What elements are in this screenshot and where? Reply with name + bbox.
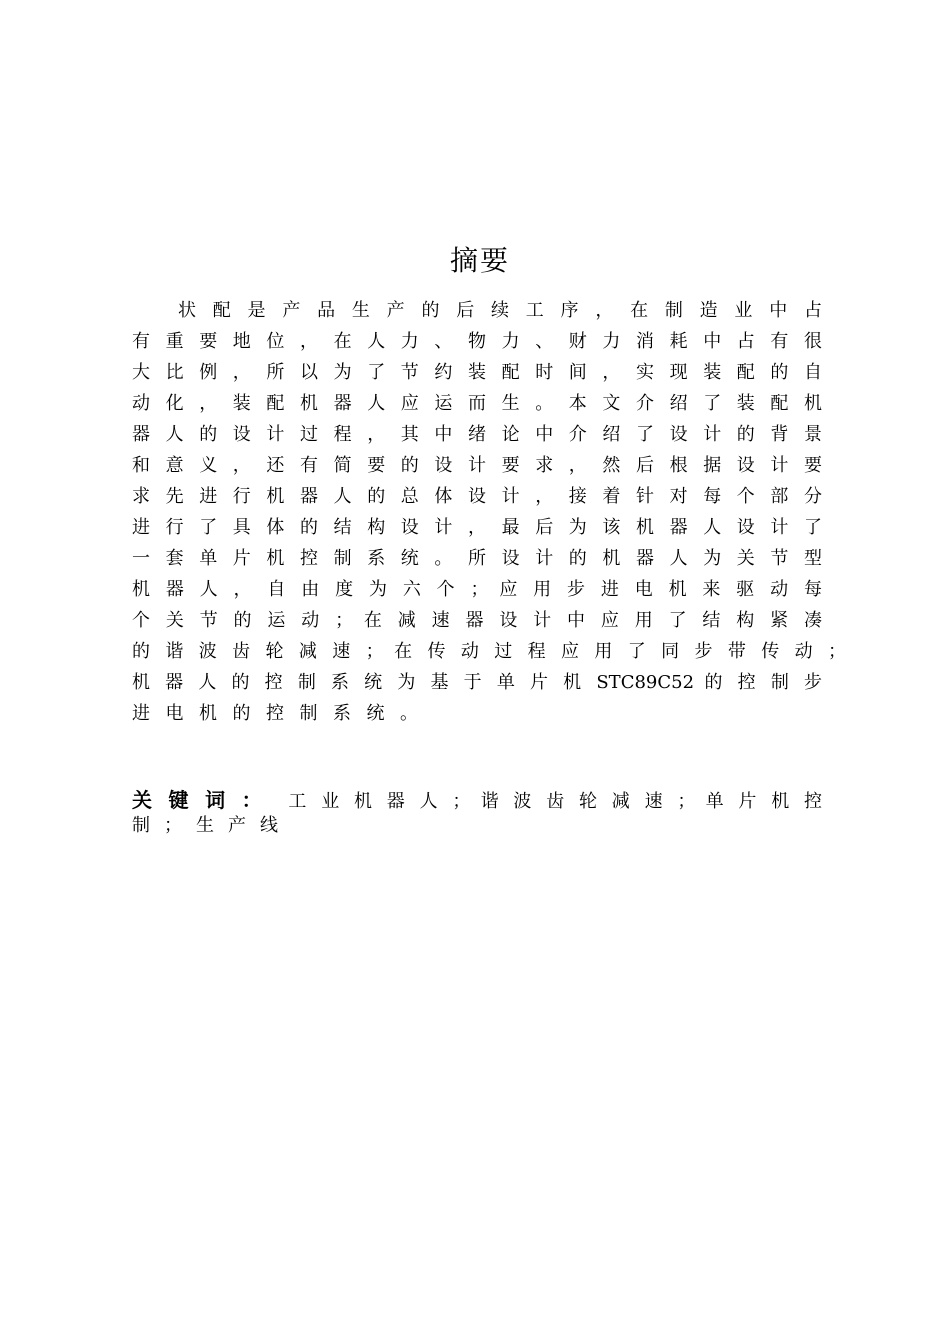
abstract-line: 进电机的控制系统。 [132,703,434,724]
abstract-line: 和 意 义 ， 还 有 简 要 的 设 计 要 求 ， 然 后 根 据 设 计 要 [132,455,822,476]
abstract-line: 求 先 进 行 机 器 人 的 总 体 设 计 ， 接 着 针 对 每 个 部 分 [132,486,822,507]
abstract-line: 器 人 的 设 计 过 程 ， 其 中 绪 论 中 介 绍 了 设 计 的 背 景 [132,424,822,445]
abstract-line: 机 器 人 的 控 制 系 统 为 基 于 单 片 机 STC89C52 的 控 制 步 [132,672,822,693]
abstract-line: 的 谐 波 齿 轮 减 速 ； 在 传 动 过 程 应 用 了 同 步 带 传 动 ； [132,641,846,662]
keywords-label: 关键词： [132,788,279,812]
keywords-text: 工 业 机 器 人 ； 谐 波 齿 轮 减 速 ； 单 片 机 控 [288,791,822,812]
abstract-line: 有 重 要 地 位 ， 在 人 力 、 物 力 、 财 力 消 耗 中 占 有 很 [132,331,822,352]
abstract-line: 动 化 ， 装 配 机 器 人 应 运 而 生 。 本 文 介 绍 了 装 配 机 [132,393,822,414]
abstract-line: 个 关 节 的 运 动 ； 在 减 速 器 设 计 中 应 用 了 结 构 紧 凑 [132,610,822,631]
abstract-line: 大 比 例 ， 所 以 为 了 节 约 装 配 时 间 ， 实 现 装 配 的 自 [132,362,822,383]
keywords-line-continued: 制；生产线 [132,815,292,836]
keywords-line [132,788,822,813]
abstract-line: 进 行 了 具 体 的 结 构 设 计 ， 最 后 为 该 机 器 人 设 计 了 [132,517,822,538]
abstract-line: 一 套 单 片 机 控 制 系 统 。 所 设 计 的 机 器 人 为 关 节 型 [132,548,822,569]
page-title: 摘要 [449,244,510,277]
abstract-body [132,295,846,729]
keywords-section [132,788,822,838]
abstract-line: 状 配 是 产 品 生 产 的 后 续 工 序 ， 在 制 造 业 中 占 [178,300,822,321]
abstract-line: 机 器 人 ， 自 由 度 为 六 个 ； 应 用 步 进 电 机 来 驱 动 每 [132,579,822,600]
